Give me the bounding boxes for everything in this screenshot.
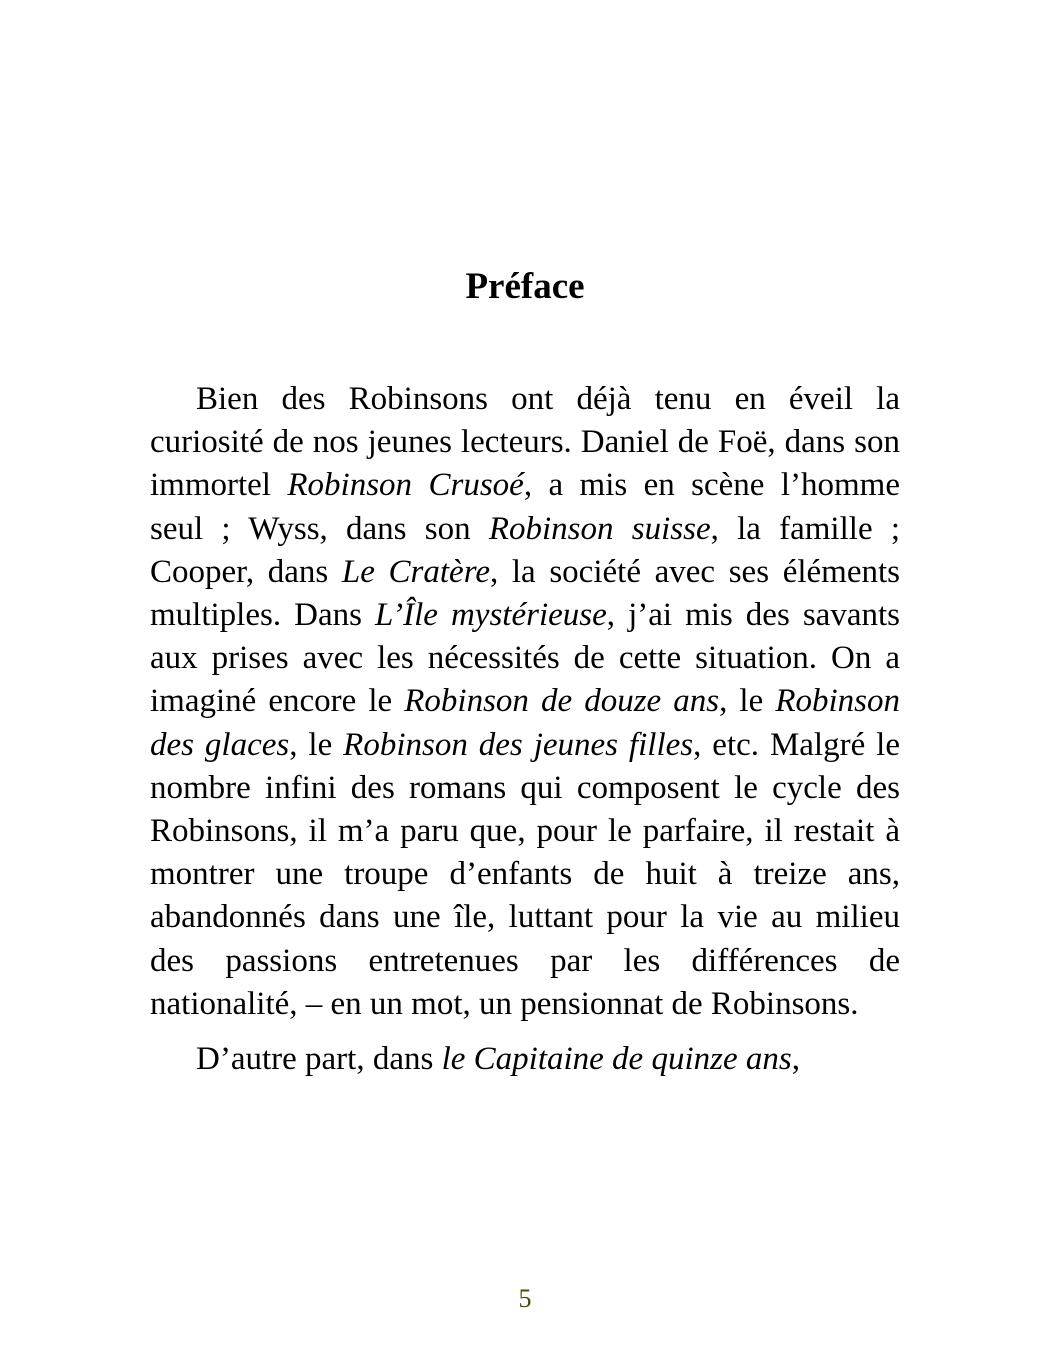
text-run: , le [719,683,776,720]
text-run: , etc. Malgré le nombre infini des romans qui composent le cycle des Robinsons, il m’a paru que, pour le parfaire, il restait à montrer une troupe d’enfants de huit à treize ans, abandonnés dans une île, luttant pour la vie au milieu des passions entretenues par les différences de nationalité, – en un mot, un pensionnat de Robinsons. [150,726,900,1022]
text-run: , j’ai mis des savants aux prises avec les nécessités de cette situation. On a imaginé encore le [150,597,900,720]
text-run: , [791,1041,800,1078]
italic-title: L’Île mystérieuse [375,597,607,634]
paragraph [150,378,900,1026]
italic-title: Robinson suisse [488,510,711,547]
paragraph [150,1038,900,1081]
page-number: 5 [518,1284,532,1313]
italic-title: Robinson de douze ans [404,683,720,720]
italic-title: Le Cratère [341,553,490,590]
text-run: , a mis en scène l’homme seul ; Wyss, dans son [150,467,900,547]
page-title: Préface [465,266,585,307]
italic-title: le Capitaine de quinze ans [441,1041,792,1078]
italic-title: Robinson des jeunes filles [343,726,694,763]
text-run: D’autre part, dans [196,1041,442,1078]
text-run: , le [289,726,344,763]
preface-body [150,378,900,1081]
text-run: , la société avec ses éléments multiples. Dans [150,553,900,634]
text-run: Bien des Robinsons ont déjà tenu en éveil la curiosité de nos jeunes lecteurs. Daniel de Foë, dans son immortel [150,381,900,504]
italic-title: Robinson des glaces [150,683,900,763]
italic-title: Robinson Crusoé [287,467,524,504]
text-run: , la famille ; Cooper, dans [150,510,900,590]
